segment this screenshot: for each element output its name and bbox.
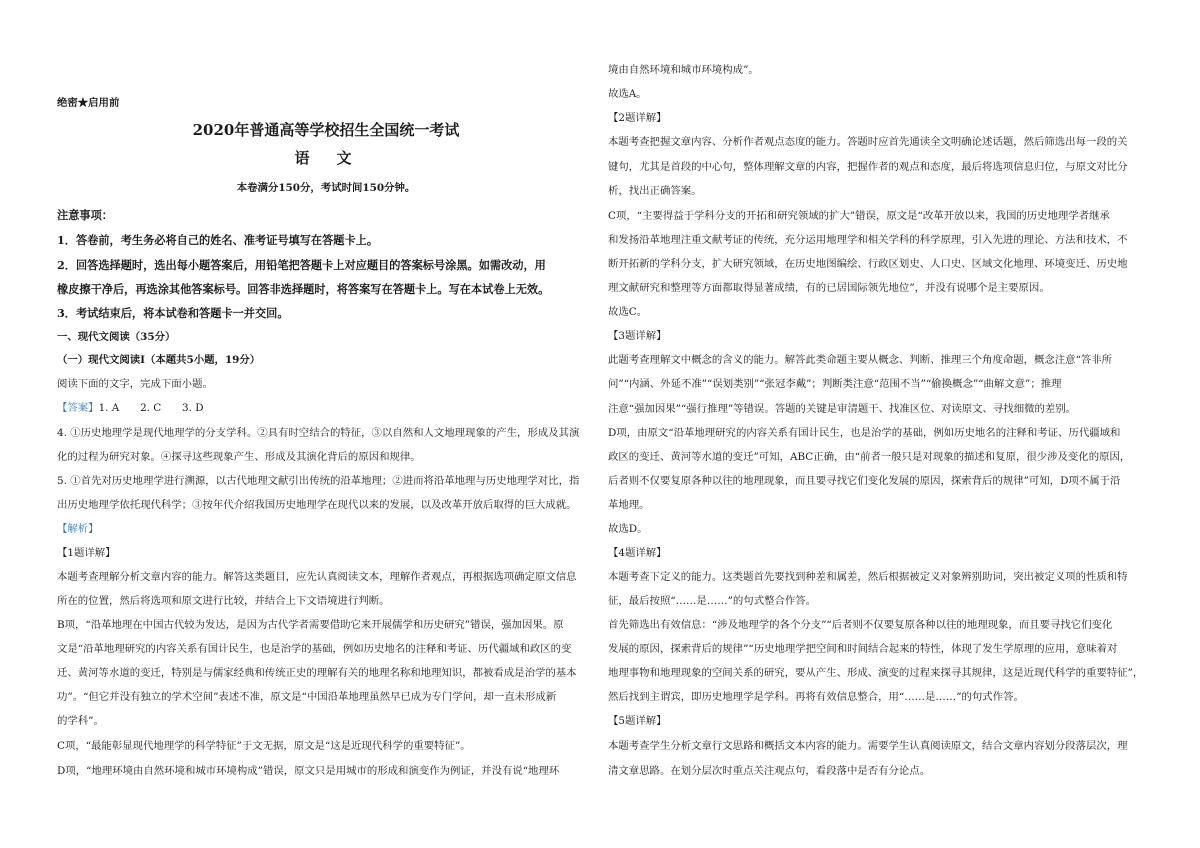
section-heading: 一、现代文阅读（35分） <box>57 331 176 343</box>
secret-label: 绝密★启用前 <box>57 97 120 109</box>
q2-line: 理文献研究和整理等方面都取得显著成绩，有的已居国际领先地位”，并没有说哪个是主要原因。 <box>608 282 1050 294</box>
answer-line <box>57 401 595 415</box>
q2-line: 和发扬沿革地理注重文献考证的传统，充分运用地理学和相关学科的科学原理，引入先进的理论、方法和技术，不 <box>608 234 1128 246</box>
q1-line: 功”。“但它并没有独立的学术空间”表述不准，原文是“中国沿革地理虽然早已成为专门学问，却一直未形成新 <box>57 691 557 703</box>
q4-line: 征，最后按照“……是……”的句式整合作答。 <box>608 595 817 607</box>
q3-line: 此题考查理解文中概念的含义的能力。解答此类命题主要从概念、判断、推理三个角度命题，概念注意“答非所 <box>608 354 1113 366</box>
q5-label: 【5题详解】 <box>608 715 667 727</box>
q4-line: 首先筛选出有效信息：“涉及地理学的各个分支”“后者则不仅要复原各种以往的地理现象，而且要寻找它们变化 <box>608 619 1113 631</box>
q1-line: 的学科”。 <box>57 715 104 727</box>
choose-line: 故选A。 <box>608 88 647 100</box>
exam-title: 2020年普通高等学校招生全国统一考试 <box>192 121 460 139</box>
notes-heading: 注意事项： <box>57 208 113 222</box>
instruction: 阅读下面的文字，完成下面小题。 <box>57 378 213 390</box>
q1-line: D项，“地理环境由自然环境和城市环境构成”错误，原文只是用城市的形成和演变作为例证，并没有说“地理环 <box>57 765 560 777</box>
q4-line: 然后找到主谓宾，即历史地理学是学科。再将有效信息整合，用“……是……”的句式作答。 <box>608 691 1024 703</box>
q2-line: 键句，尤其是首段的中心句，整体理解文章的内容，把握作者的观点和态度，最后将选项信息归位，与原文对比分 <box>608 161 1128 173</box>
answer5-line: 出历史地理学依托现代科学；③按年代介绍我国历史地理学在现代以来的发展，以及改革开放后取得的巨大成就。 <box>57 499 577 511</box>
q2-line: 本题考查把握文章内容、分析作者观点态度的能力。答题时应首先通读全文明确论述话题，然后筛选出每一段的关 <box>608 136 1128 148</box>
q3-label: 【3题详解】 <box>608 330 667 342</box>
q5-line: 清文章思路。在划分层次时重点关注观点句，看段落中是否有分论点。 <box>608 765 931 777</box>
note-line: 3．考试结束后，将本试卷和答题卡一并交回。 <box>57 306 289 320</box>
subsection-heading: （一）现代文阅读Ⅰ（本题共5小题，19分） <box>57 354 261 366</box>
q3-line: 故选D。 <box>608 523 648 535</box>
q3-line: 后者则不仅要复原各种以往的地理现象，而且要寻找它们变化发展的原因，探索背后的规律”可知，D项不属于沿 <box>608 475 1121 487</box>
q3-line: 革地理。 <box>608 499 650 511</box>
q3-line: 政区的变迁、黄河等水道的变迁”可知，ABC正确，由“前者一般只是对现象的描述和复原，很少涉及变化的原因， <box>608 451 1131 463</box>
q1-line: 迁、黄河等水道的变迁，特别是与儒家经典和传统正史的理解有关的地理名称和地理知识，都被看成是治学的基本 <box>57 667 577 679</box>
subject-title: 语 文 <box>294 149 358 167</box>
q1-line: 文是“沿革地理研究的内容关系有国计民生，也是治学的基础，例如历史地名的注释和考证、历代疆域和政区的变 <box>57 643 572 655</box>
q1-line: 本题考查理解分析文章内容的能力。解答这类题目，应先认真阅读文本，理解作者观点，再根据选项确定原文信息 <box>57 571 577 583</box>
answer-label: 【答案】 <box>57 402 99 414</box>
q1-line: B项，“沿革地理在中国古代较为发达，是因为古代学者需要借助它来开展儒学和历史研究”错误，强加因果。原 <box>57 619 564 631</box>
note-line: 2．回答选择题时，选出每小题答案后，用铅笔把答题卡上对应题目的答案标号涂黑。如需改动，用 <box>57 258 546 272</box>
answer4-line: 化的过程为研究对象。④探寻这些现象产生、形成及其演化背后的原因和规律。 <box>57 451 421 463</box>
q4-label: 【4题详解】 <box>608 547 667 559</box>
note-line: 1．答卷前，考生务必将自己的姓名、准考证号填写在答题卡上。 <box>57 233 379 247</box>
answer-text: 1. A 2. C 3. D <box>98 402 204 414</box>
q4-line: 本题考查下定义的能力。这类题首先要找到种差和属差，然后根据被定义对象辨别助词，突出被定义项的性质和特 <box>608 571 1128 583</box>
q3-line: 问”“内涵、外延不准”“误划类别”“张冠李戴”；判断类注意“范围不当”“偷换概念”“曲解文意”；推理 <box>608 378 1062 390</box>
analysis-label: 【解析】 <box>57 523 99 535</box>
note-line: 橡皮擦干净后，再选涂其他答案标号。回答非选择题时，将答案写在答题卡上。写在本试卷上无效。 <box>57 282 550 296</box>
score-time: 本卷满分150分，考试时间150分钟。 <box>236 182 416 194</box>
q2-label: 【2题详解】 <box>608 112 667 124</box>
q3-line: 注意“强加因果”“强行推理”等错误。答题的关键是审清题干、找准区位、对读原文、寻找细微的差别。 <box>608 403 1077 415</box>
q5-line: 本题考查学生分析文章行文思路和概括文本内容的能力。需要学生认真阅读原文，结合文章内容划分段落层次，理 <box>608 740 1128 752</box>
q2-line: 故选C。 <box>608 306 648 318</box>
q3-line: D项，由原文“沿革地理研究的内容关系有国计民生，也是治学的基础，例如历史地名的注释和考证、历代疆域和 <box>608 427 1121 439</box>
q1-line: C项，“最能彰显现代地理学的科学特征”于文无据，原文是“这是近现代科学的重要特征”。 <box>57 740 471 752</box>
q4-line: 地理事物和地理现象的空间关系的研究，要从产生、形成、演变的过程来探寻其规律，这是近现代科学的重要特征”， <box>608 667 1144 679</box>
q1-label: 【1题详解】 <box>57 547 116 559</box>
answer4-line: 4. ①历史地理学是现代地理学的分支学科。②具有时空结合的特征，③以自然和人文地理现象的产生，形成及其演 <box>57 427 580 439</box>
q4-line: 发展的原因，探索背后的规律”“历史地理学把空间和时间结合起来的特性，体现了发生学原理的应用，意味着对 <box>608 643 1118 655</box>
q1-line: 所在的位置，然后将选项和原文进行比较，并结合上下文语境进行判断。 <box>57 595 390 607</box>
answer5-line: 5. ①首先对历史地理学进行溯源，以古代地理文献引出传统的沿革地理；②进而将沿革地理与历史地理学对比，指 <box>57 475 580 487</box>
q2-line: 析，找出正确答案。 <box>608 185 702 197</box>
q2-line: C项，“主要得益于学科分支的开拓和研究领域的扩大”错误，原文是“改革开放以来，我国的历史地理学者继承 <box>608 210 1110 222</box>
continuation-line: 境由自然环境和城市环境构成”。 <box>608 64 759 76</box>
q2-line: 断开拓新的学科分支，扩大研究领域，在历史地图编绘、行政区划史、人口史、区域文化地理、环境变迁、历史地 <box>608 258 1128 270</box>
